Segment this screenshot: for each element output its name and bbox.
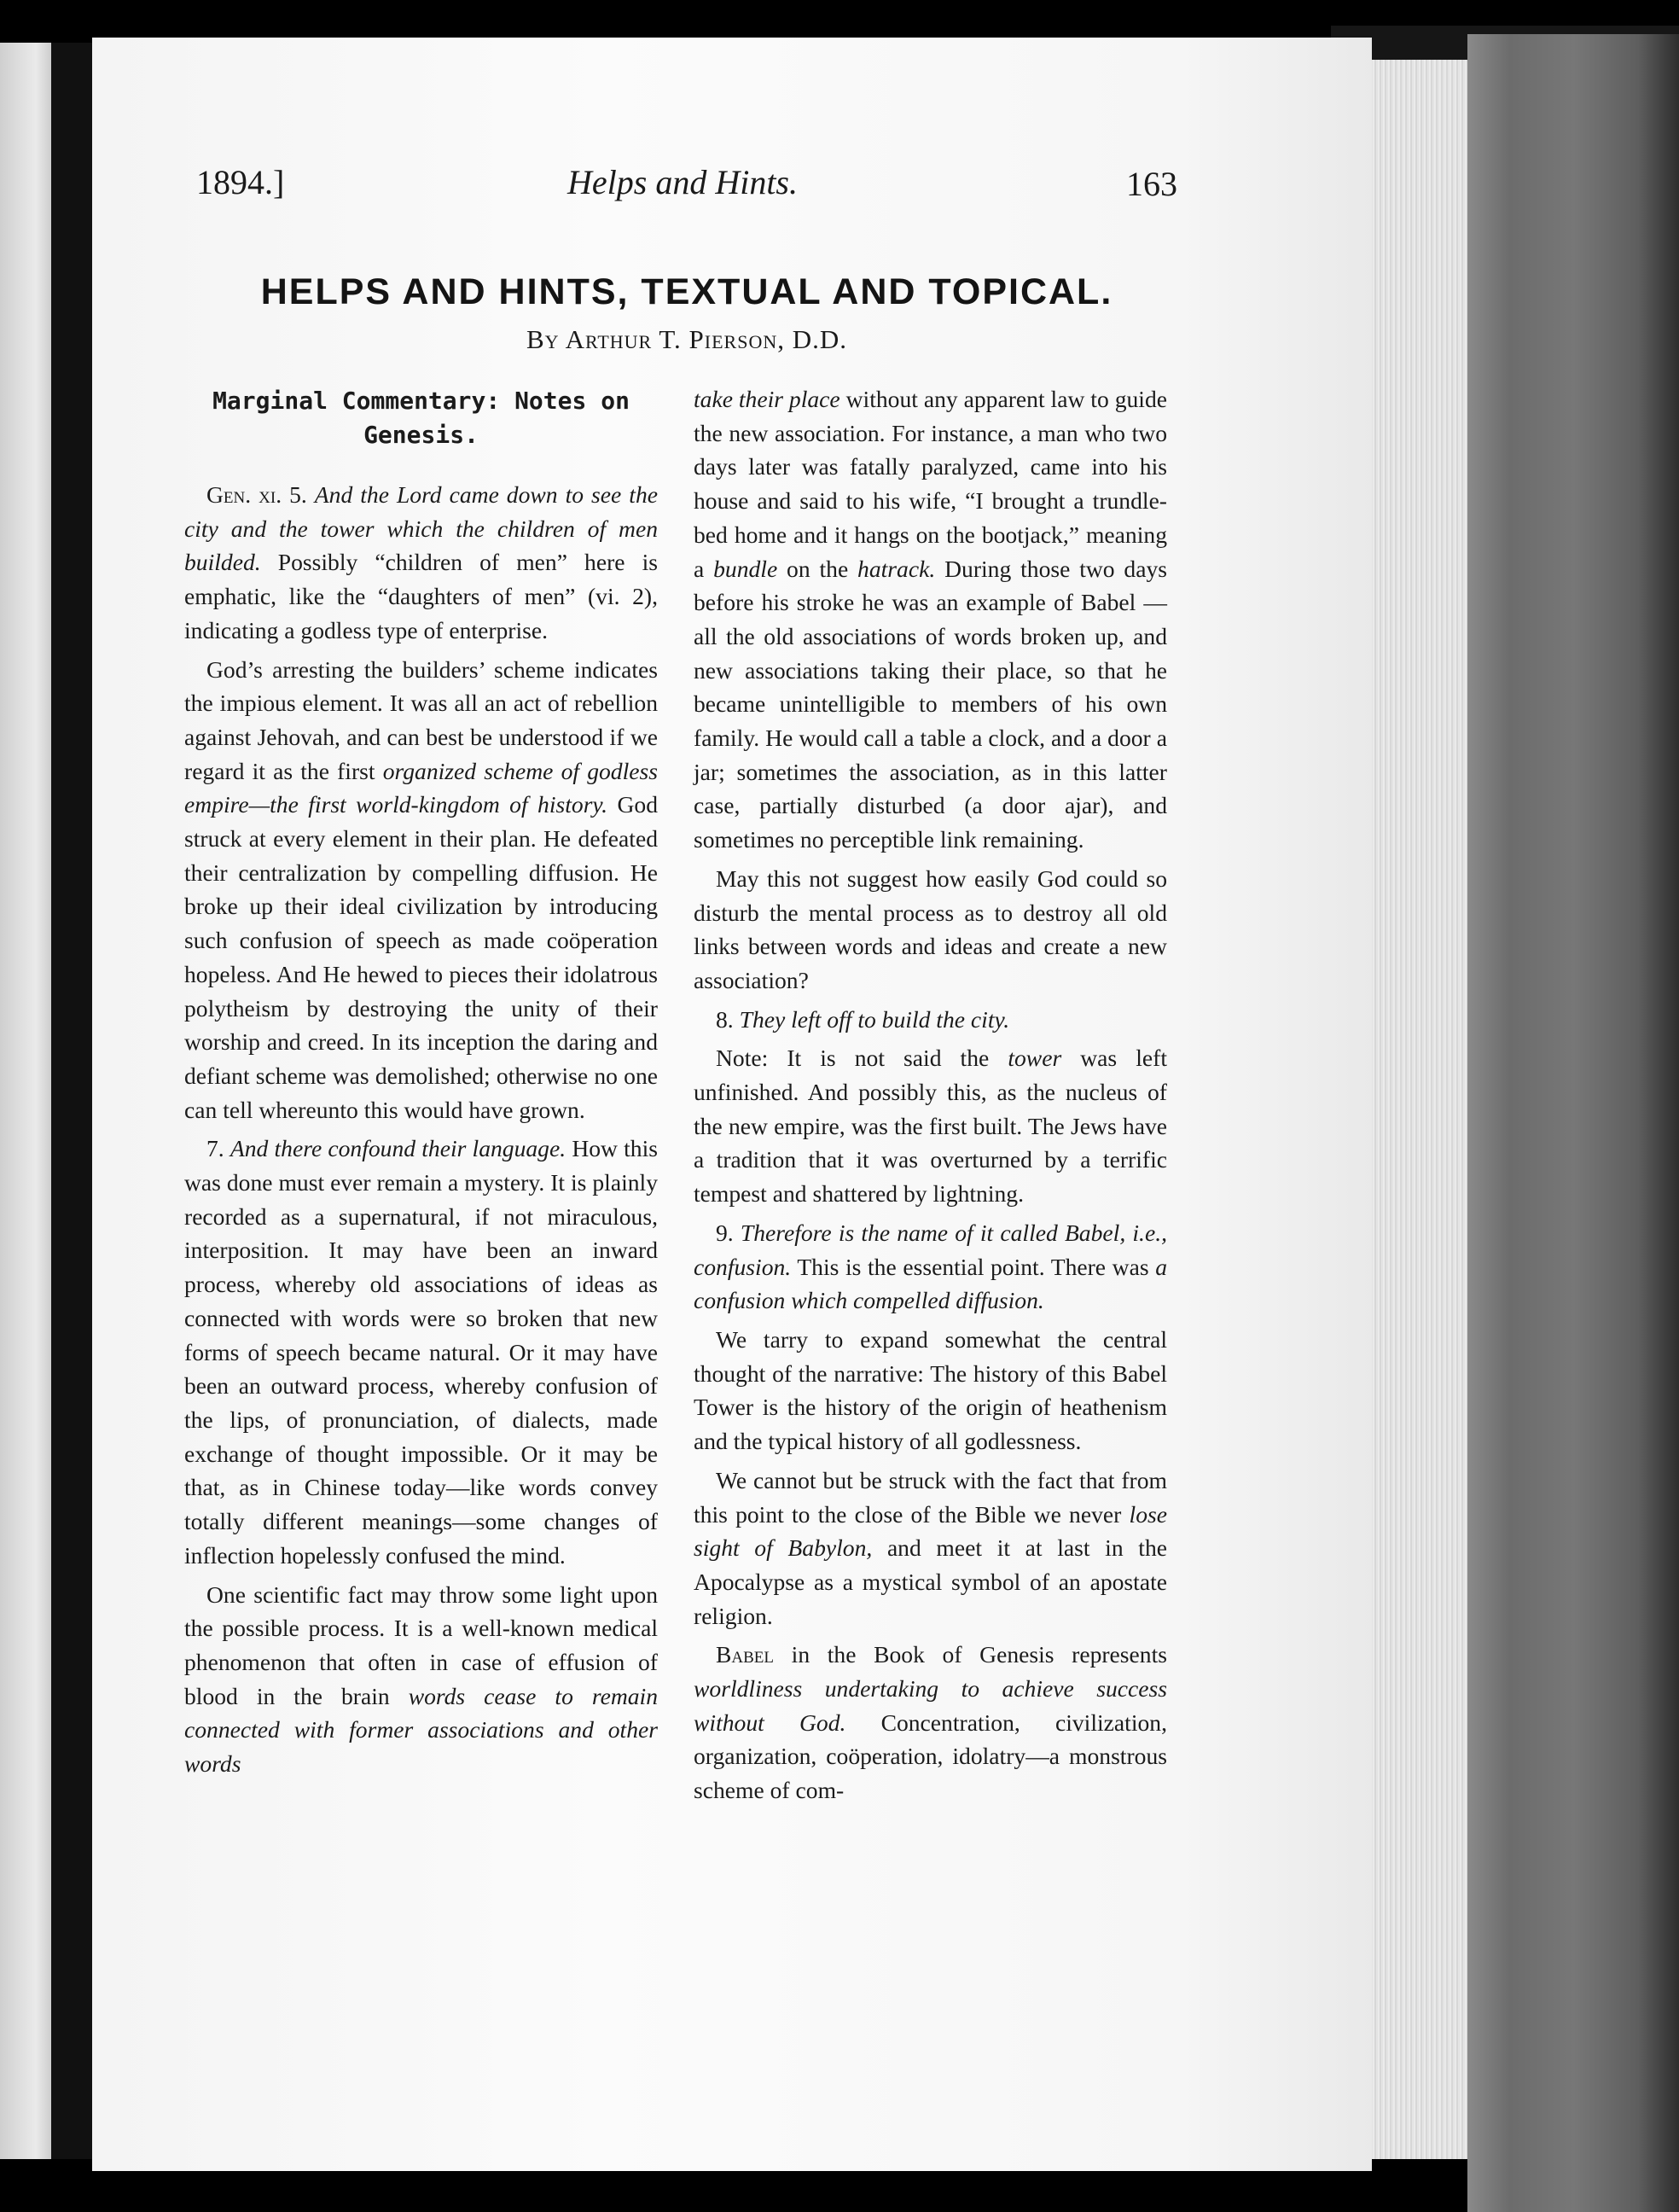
emphasis-text: organized scheme of godless empire—the first world-kingdom of history.: [184, 757, 658, 818]
paragraph: [184, 478, 658, 648]
paragraph: [694, 1003, 1167, 1037]
paragraph-text: and meet it at last in the Apocalypse as a mystical symbol of an apostate religion.: [694, 1534, 1168, 1629]
emphasis-text: worldliness undertaking to achieve success without God.: [694, 1675, 1167, 1736]
paragraph-text: This is the essential point. There was: [797, 1253, 1149, 1280]
paragraph-text: We tarry to expand somewhat the central thought of the narrative: The history of this Babel Tower is the history of the origin of heathenism and the typical history of all godlessness.: [694, 1325, 1167, 1455]
paragraph: [184, 1578, 658, 1781]
paragraph-text: One scientific fact may throw some light upon the possible process. It is a well-known medical phenomenon that often in case of effusion of blood in the brain: [184, 1580, 658, 1709]
verse-quote: And there confound their language.: [229, 1135, 566, 1162]
paragraph: [694, 1323, 1167, 1458]
paragraph: [694, 862, 1167, 998]
emphasis-text: words cease to remain connected with former associations and other words: [184, 1682, 659, 1778]
emphasis-text: tower: [1008, 1045, 1062, 1072]
paragraph-text: We cannot but be struck with the fact that from this point to the close of the Bible we never: [694, 1466, 1167, 1528]
paragraph-text: in the Book of Genesis represents: [791, 1641, 1167, 1668]
paragraph-text: God struck at every element in their plan. He defeated their centralization by compelling diffusion. He broke up their ideal civilization by introducing such confusion of speech as made coöperation hopeless. And He hewed to pieces their idolatrous polytheism by destroying the unity of their worship and creed. In its inception the daring and defiant scheme was demolished; otherwise no one can tell whereunto this would have grown.: [184, 791, 658, 1123]
paragraph-text: on the: [787, 555, 849, 582]
book-cover-edge: [1467, 34, 1679, 2212]
paragraph-text: Note: It is not said the: [716, 1045, 990, 1072]
verse-number: 8.: [716, 1005, 734, 1033]
verse-reference: Gen. xi. 5.: [206, 481, 307, 508]
verse-number: 7.: [206, 1135, 224, 1162]
small-caps-term: Babel: [716, 1641, 775, 1668]
right-column: [694, 382, 1167, 1813]
paragraph: [694, 1041, 1167, 1211]
verse-quote: Therefore is the name of it called Babel, i.e., confusion.: [694, 1219, 1167, 1280]
section-heading-line2: Genesis.: [363, 421, 479, 449]
article-title: HELPS AND HINTS, TEXTUAL AND TOPICAL.: [260, 271, 1113, 312]
emphasis-text: a confusion which compelled diffusion.: [694, 1253, 1168, 1314]
paragraph-text: May this not suggest how easily God could so disturb the mental process as to destroy all old links between words and ideas and create a new association?: [694, 864, 1167, 993]
article-byline: By Arthur T. Pierson, D.D.: [526, 324, 848, 354]
paragraph-text: Possibly “children of men” here is emphatic, like the “daughters of men” (vi. 2), indicating a godless type of enterprise.: [184, 549, 658, 643]
emphasis-text: lose sight of Babylon,: [694, 1500, 1167, 1562]
paragraph-text: How this was done must ever remain a mystery. It is plainly recorded as a supernatural, if not miraculous, interposition. It may have been an inward process, whereby old associations of ideas as connected with words were so broken that new forms of speech became natural. Or it may have been an outward process, whereby confusion of the lips, of pronunciation, of dialects, made exchange of thought impossible. Or it may be that, as in Chinese today—like words convey totally different meanings—some changes of inflection hopelessly confused the mind.: [184, 1135, 659, 1569]
paragraph-text: During those two days before his stroke he was an example of Babel —all the old associations of words broken up, and new associations taking their place, so that he became unintelligible to members of his own family. He would call a table a clock, and a door a jar; sometimes the association, as in this latter case, partially disturbed (a door ajar), and sometimes no perceptible link remaining.: [694, 555, 1167, 853]
emphasis-text: take their place: [694, 386, 840, 412]
running-head-year: 1894.]: [196, 163, 285, 201]
paragraph: [184, 653, 658, 1127]
paragraph-text: Concentration, civilization, organization, coöperation, idolatry—a monstrous scheme of com-: [694, 1708, 1167, 1804]
section-heading: [184, 384, 658, 452]
paragraph: [694, 1638, 1167, 1807]
paragraph-text: God’s arresting the builders’ scheme indicates the impious element. It was all an act of rebellion against Jehovah, and can best be understood if we regard it as the first: [184, 655, 658, 784]
emphasis-text: hatrack.: [857, 555, 936, 582]
paragraph-text: without any apparent law to guide the new association. For instance, a man who two days later was fatally paralyzed, came into his house and said to his wife, “I brought a trundle-bed home and it hangs on the bootjack,” meaning a: [694, 386, 1167, 582]
paragraph: [694, 1464, 1167, 1633]
paragraph: [184, 1132, 658, 1572]
verse-quote: And the Lord came down to see the city and the tower which the children of men builded.: [184, 481, 658, 576]
left-column: [184, 375, 658, 1786]
emphasis-text: bundle: [713, 555, 778, 582]
paragraph: [694, 382, 1167, 857]
paragraph-text: was left unfinished. And possibly this, as the nucleus of the new empire, was the first built. The Jews have a tradition that it was overturned by a terrific tempest and shattered by lightning.: [694, 1045, 1167, 1208]
page-number: 163: [1126, 165, 1177, 203]
paragraph: [694, 1216, 1167, 1318]
running-head-title: Helps and Hints.: [567, 163, 798, 201]
verse-quote: They left off to build the city.: [739, 1005, 1010, 1033]
verse-number: 9.: [716, 1219, 734, 1246]
section-heading-line1: Marginal Commentary: Notes on: [212, 387, 630, 415]
book-gutter-shadow: [51, 43, 92, 2159]
running-head: [196, 162, 1177, 213]
